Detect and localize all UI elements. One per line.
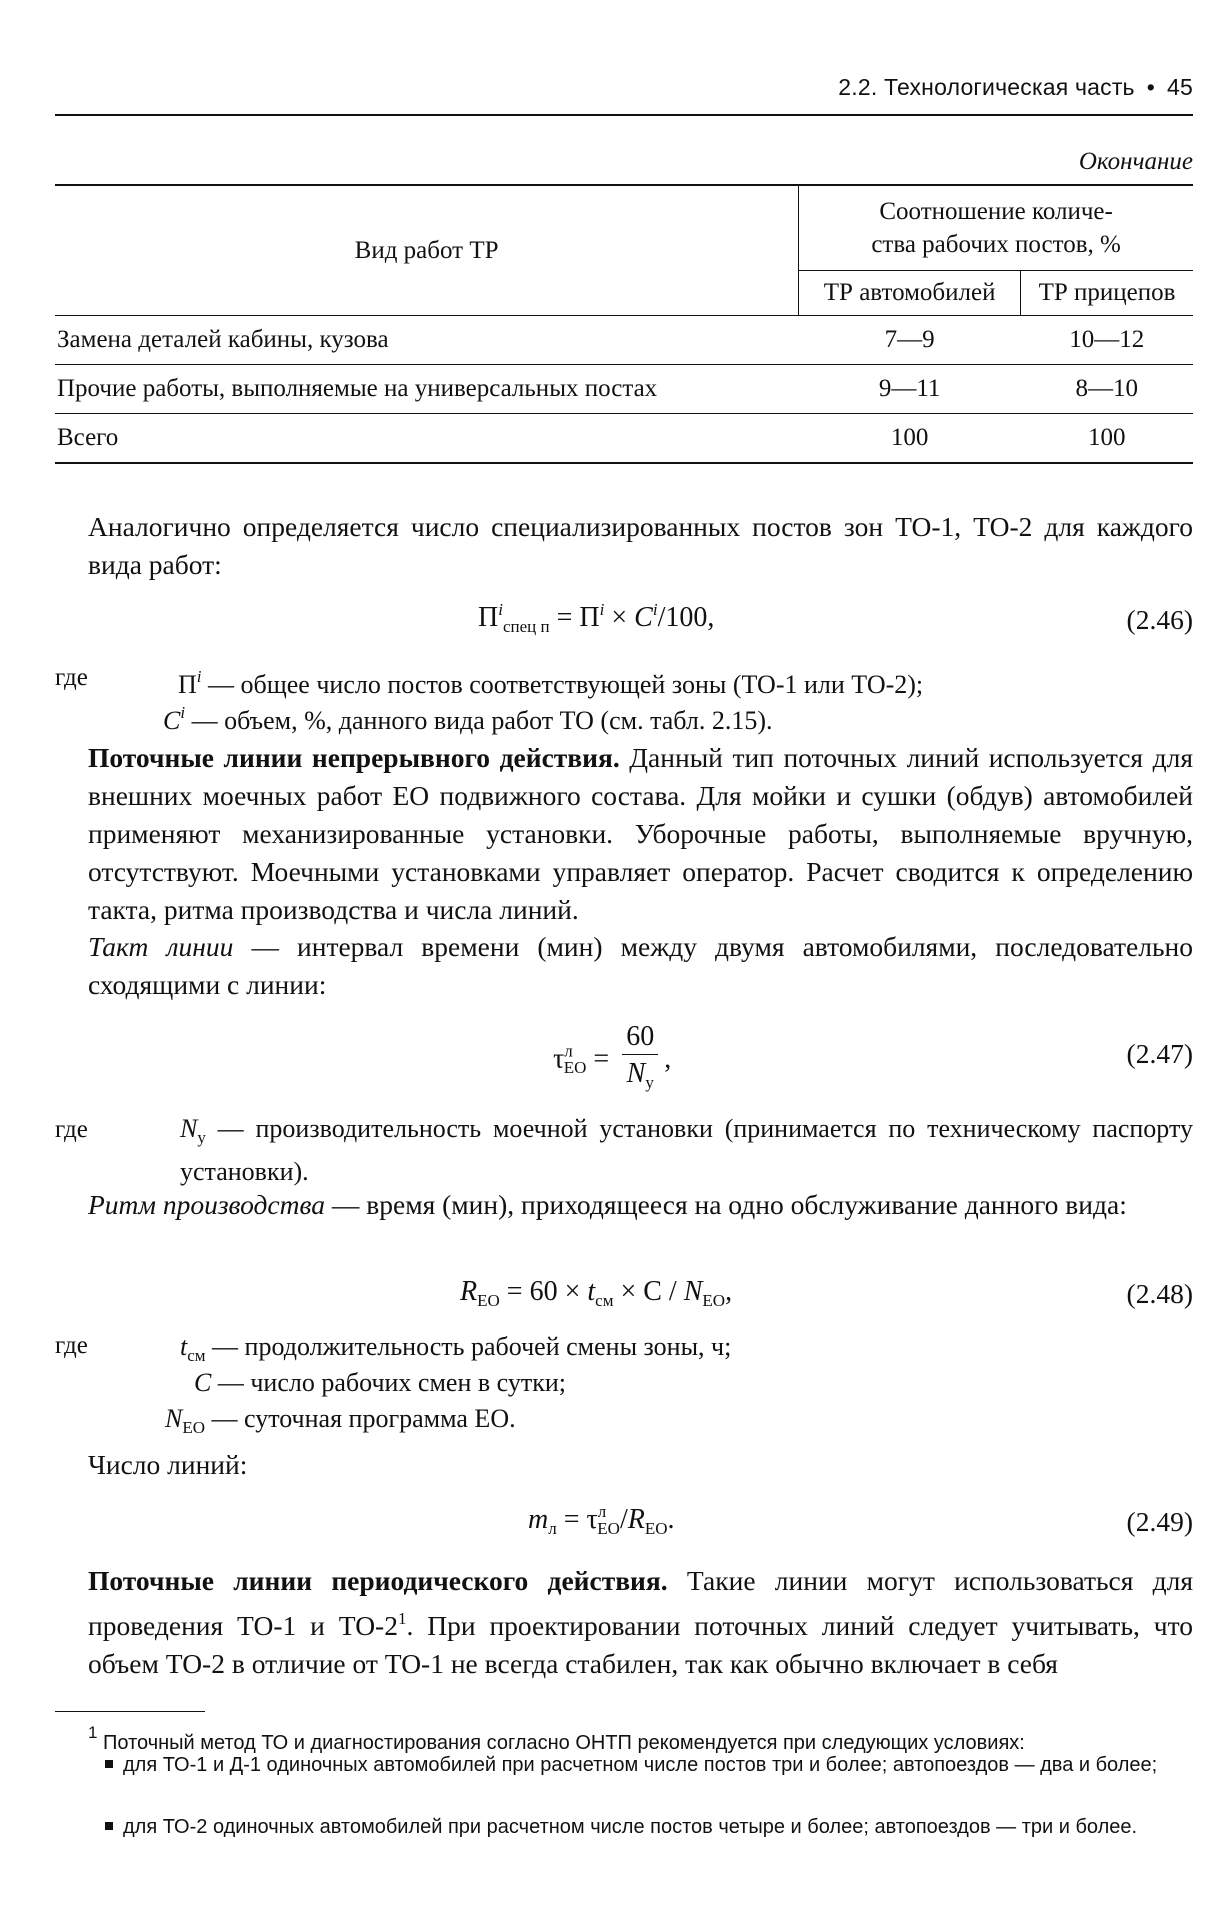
definition-line: $C^i$ — объем, %, данного вида работ ТО (см. табл. 2.15). — [163, 703, 773, 735]
paragraph-heading: Поточные линии непрерывного действия. — [88, 742, 620, 773]
formula-2-49: $m_л = \tau^л_{ЕО}/R_{ЕО}$. — [528, 1502, 675, 1538]
paragraph — [88, 1446, 1193, 1484]
column-header-ratio-line1: Соотношение количе- — [879, 198, 1113, 225]
where-label: где — [55, 664, 88, 691]
equation-number: (2.46) — [1126, 604, 1193, 635]
table-cell-trailer: 10—12 — [1021, 316, 1193, 365]
formula-2-47: $\tau^л_{ЕО}$ = $\frac{60}{N_у}$ , — [553, 1020, 671, 1102]
column-header-auto: ТР автомобилей — [799, 271, 1021, 316]
paragraph — [88, 739, 1193, 929]
paragraph-heading: Поточные линии периодического действия. — [88, 1565, 668, 1596]
fraction: $\frac{60}{N_у}$ — [622, 1020, 658, 1102]
table-cell-auto: 100 — [799, 414, 1021, 464]
table-cell-work: Замена деталей кабины, кузова — [55, 316, 799, 365]
table-row — [55, 414, 1193, 464]
term: Такт линии — [88, 931, 234, 962]
bullet-icon — [105, 1822, 113, 1830]
definition-line: $П^i$ — общее число постов соответствующей зоны (ТО-1 или ТО-2); — [178, 667, 924, 699]
term: Ритм производства — [88, 1189, 325, 1220]
paragraph-text: Данный тип поточных линий используется для внешних моечных работ ЕО подвижного состава. Для мойки и сушки (обдув) автомобилей применяют механизированные установки. Уборочные работы, выполняемые вручную, отсутствуют. Моечными установками управляет оператор. Расчет сводится к определению такта, ритма производства и числа линий. — [88, 742, 1193, 925]
paragraph — [88, 1186, 1193, 1224]
where-label: где — [55, 1116, 88, 1143]
paragraph-text: . При проектировании поточных линий следует учитывать, что объем ТО-2 в отличие от ТО-1 не всегда стабилен, так как обычно включает в себя — [88, 1610, 1193, 1679]
table-cell-auto: 7—9 — [799, 316, 1021, 365]
definition-line: $t_{см}$ — продолжительность рабочей смены зоны, ч; — [180, 1332, 732, 1365]
table-cell-work: Прочие работы, выполняемые на универсальных постах — [55, 365, 799, 414]
definition-line: $N_у$ — производительность моечной установки (принимается по техническому паспорту установки). — [180, 1114, 1193, 1186]
header-rule — [55, 114, 1193, 116]
footnote-item: для ТО-2 одиночных автомобилей при расчетном числе постов четыре и более; автопоездов — три и более. — [55, 1812, 1193, 1842]
equation-number: (2.49) — [1126, 1506, 1193, 1537]
column-header-work-type: Вид работ ТР — [55, 185, 799, 316]
table-cell-trailer: 100 — [1021, 414, 1193, 464]
paragraph-text: Число линий: — [88, 1449, 248, 1480]
table-cell-work: Всего — [55, 414, 799, 464]
footnote-text: Поточный метод ТО и диагностирования согласно ОНТП рекомендуется при следующих условиях: — [97, 1732, 1025, 1754]
running-header-title: 2.2. Технологическая часть — [838, 74, 1135, 100]
footnote-reference[interactable]: 1 — [397, 1609, 407, 1628]
where-label: где — [55, 1332, 88, 1359]
table-cell-auto: 9—11 — [799, 365, 1021, 414]
definition-line: C — число рабочих смен в сутки; — [194, 1368, 566, 1397]
table-row — [55, 365, 1193, 414]
formula-2-48: $R_{ЕО} = 60 \times t_{см} \times C / N_{ЕО}$, — [460, 1276, 733, 1310]
paragraph-text: Такие линии могут использоваться для проведения ТО-1 и ТО-2 — [88, 1565, 1193, 1641]
equation-number: (2.47) — [1126, 1038, 1193, 1069]
paragraph-text: Аналогично определяется число специализированных постов зон ТО-1, ТО-2 для каждого вида работ: — [88, 511, 1193, 580]
paragraph-text: — время (мин), приходящееся на одно обслуживание данного вида: — [325, 1189, 1127, 1220]
paragraph — [88, 508, 1193, 584]
equation-number: (2.48) — [1126, 1278, 1193, 1309]
table-cell-trailer: 8—10 — [1021, 365, 1193, 414]
footnote-item: для ТО-1 и Д-1 одиночных автомобилей при расчетном числе постов три и более; автопоездов — два и более; — [55, 1750, 1193, 1780]
column-header-ratio-line2: ства рабочих постов, % — [871, 231, 1121, 258]
running-header-bullet: • — [1146, 74, 1156, 100]
work-ratio-table — [55, 184, 1193, 464]
page-number: 45 — [1167, 74, 1193, 100]
column-header-ratio — [799, 185, 1193, 271]
table-row — [55, 316, 1193, 365]
formula-2-46: $П^i_{спец п} = П^i \times C^i/100$, — [478, 600, 715, 636]
definition-line: $N_{ЕО}$ — суточная программа ЕО. — [165, 1404, 516, 1437]
bullet-icon — [105, 1760, 113, 1768]
running-header — [0, 74, 1193, 101]
footnote-rule — [55, 1711, 205, 1712]
column-header-trailer: ТР прицепов — [1021, 271, 1193, 316]
footnote-mark: 1 — [88, 1723, 98, 1742]
paragraph — [88, 1562, 1193, 1683]
table-caption: Окончание — [1078, 148, 1193, 175]
paragraph — [88, 928, 1193, 1004]
paragraph-text: — интервал времени (мин) между двумя автомобилями, последовательно сходящими с линии: — [88, 931, 1193, 1000]
